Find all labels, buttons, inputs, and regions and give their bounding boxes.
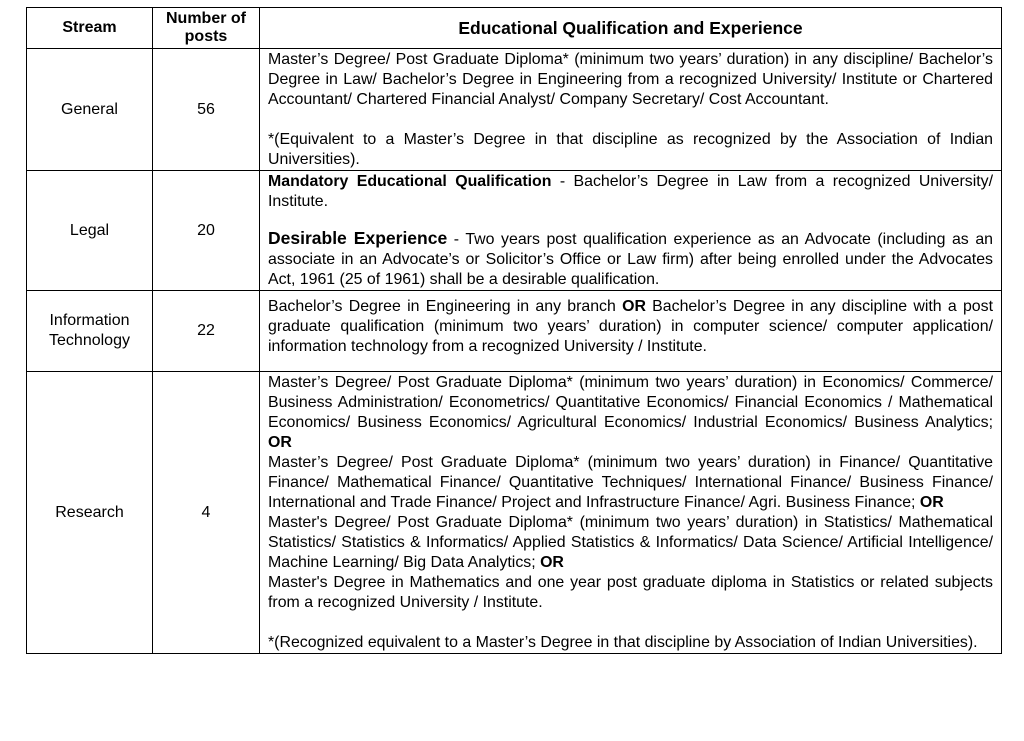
posts-cell: 22 <box>153 291 260 372</box>
header-row <box>27 8 1002 49</box>
qualification-option-4: Master's Degree in Mathematics and one year post graduate diploma in Statistics or related subjects from a recognized University / Institute. <box>268 574 993 611</box>
qualification-cell <box>260 372 1002 654</box>
posts-cell: 56 <box>153 49 260 171</box>
table-row-general <box>27 49 1002 171</box>
or-keyword: OR <box>268 434 292 451</box>
table-row-legal <box>27 171 1002 291</box>
footnote-text: *(Recognized equivalent to a Master’s Degree in that discipline by Association of Indian Universities). <box>268 634 978 651</box>
footnote-text: *(Equivalent to a Master’s Degree in that discipline as recognized by the Association of Indian Universities). <box>268 131 993 168</box>
header-qualification: Educational Qualification and Experience <box>260 8 1002 49</box>
mandatory-label: Mandatory Educational Qualification <box>268 173 552 190</box>
or-keyword: OR <box>919 494 944 511</box>
mandatory-qualification <box>268 172 993 212</box>
desirable-experience <box>268 228 993 290</box>
mandatory-text: - Bachelor’s Degree in Law from a recognized University/ Institute. <box>268 173 993 210</box>
qualification-text: Bachelor’s Degree in Engineering in any branch OR Bachelor’s Degree in any discipline with a post graduate qualification (minimum two years’ duration) in computer science/ computer application/ information technology from a recognized University / Institute. <box>268 298 993 355</box>
qualification-cell <box>260 291 1002 372</box>
table-row-it <box>27 291 1002 372</box>
stream-cell: Legal <box>27 171 153 291</box>
posts-cell: 4 <box>153 372 260 654</box>
qualification-table <box>26 7 1002 654</box>
header-stream: Stream <box>27 8 153 49</box>
or-keyword: OR <box>622 298 646 315</box>
qualification-option-2: Master’s Degree/ Post Graduate Diploma* (minimum two years’ duration) in Finance/ Quantitative Finance/ Mathematical Finance/ Quantitative Techniques/ International Finance/ Business Finance/ International and Trade Finance/ Project and Infrastructure Finance/ Agri. Business Finance; OR <box>268 454 993 511</box>
stream-cell: Information Technology <box>27 291 153 372</box>
qualification-option-1: Master’s Degree/ Post Graduate Diploma* (minimum two years’ duration) in Economics/ Commerce/ Business Administration/ Econometrics/ Quantitative Economics/ Financial Economics / Mathematical Economics/ Business Economics/ Agricultural Economics/ Industrial Economics/ Business Analytics; OR <box>268 374 993 451</box>
posts-cell: 20 <box>153 171 260 291</box>
qualification-cell <box>260 171 1002 291</box>
header-posts: Number of posts <box>153 8 260 49</box>
qualification-text: Master’s Degree/ Post Graduate Diploma* (minimum two years’ duration) in any discipline/ Bachelor’s Degree in Law/ Bachelor’s Degree in Engineering from a recognized University/ Institute or Chartered Accountant/ Chartered Financial Analyst/ Company Secretary/ Cost Accountant. <box>268 51 993 108</box>
stream-cell: General <box>27 49 153 171</box>
or-keyword: OR <box>540 554 564 571</box>
qualification-cell <box>260 49 1002 171</box>
desirable-text: - Two years post qualification experience as an Advocate (including as an associate in an Advocate’s or Solicitor’s Office or Law firm) after being enrolled under the Advocates Act, 1961 (25 of 1961) shall be a desirable qualification. <box>268 231 993 288</box>
qualification-option-3: Master's Degree/ Post Graduate Diploma* (minimum two years’ duration) in Statistics/ Mathematical Statistics/ Statistics & Informatics/ Applied Statistics & Informatics/ Data Science/ Artificial Intelligence/ Machine Learning/ Big Data Analytics; OR <box>268 514 993 571</box>
stream-cell: Research <box>27 372 153 654</box>
desirable-label: Desirable Experience <box>268 228 448 248</box>
table-row-research <box>27 372 1002 654</box>
